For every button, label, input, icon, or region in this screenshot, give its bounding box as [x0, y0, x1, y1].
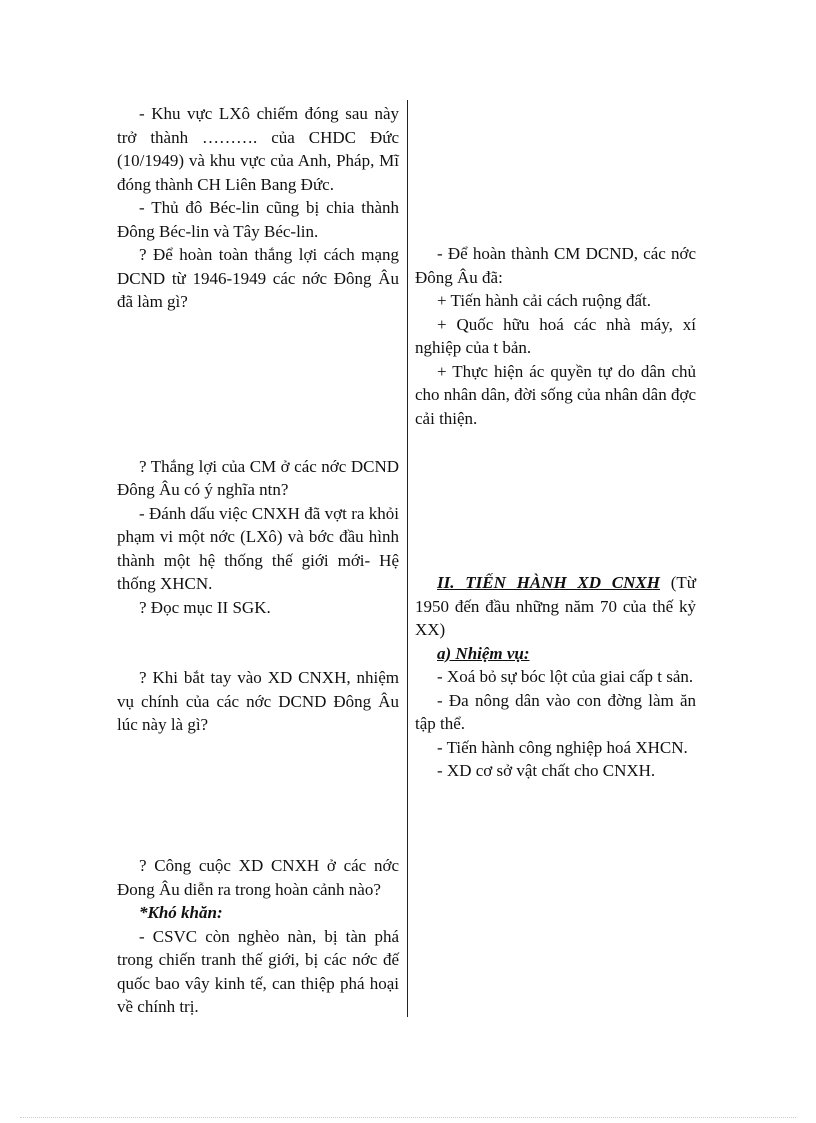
- answer-nationalization: + Quốc hữu hoá các nhà máy, xí nghiệp của t bản.: [415, 314, 696, 357]
- paragraph-significance-answer: - Đánh dấu việc CNXH đã vợt ra khỏi phạm vi một nớc (LXô) và bớc đầu hình thành một hệ thống thế giới mới- Hệ thống XHCN.: [117, 503, 399, 593]
- subsection-tasks: [415, 642, 696, 666]
- task-collectivization: - Đa nông dân vào con đờng làm ăn tập thể.: [415, 690, 696, 733]
- subsection-tasks-label: a) Nhiệm vụ:: [437, 643, 530, 663]
- page-bottom-rule: [20, 1117, 796, 1118]
- task-abolish-exploitation: - Xoá bỏ sự bóc lột của giai cấp t sản.: [437, 667, 694, 686]
- left-column: [117, 102, 399, 1019]
- task-industrialization: - Tiến hành công nghiệp hoá XHCN.: [437, 737, 688, 757]
- question-circumstances: ? Công cuộc XD CNXH ở các nớc Đong Âu diễn ra trong hoàn cảnh nào?: [117, 856, 399, 899]
- paragraph-occupation-zone: - Khu vực LXô chiếm đóng sau này trở thành ………. của CHDC Đức (10/1949) và khu vực của Anh, Pháp, Mĩ đóng thành CH Liên Bang Đức.: [117, 104, 399, 194]
- question-significance: ? Thắng lợi của CM ở các nớc DCND Đông Âu có ý nghĩa ntn?: [117, 456, 399, 499]
- answer-land-reform: + Tiến hành cải cách ruộng đất.: [437, 291, 652, 310]
- section-heading-title: II. TIẾN HÀNH XD CNXH: [437, 573, 660, 592]
- section-heading-period: (Từ 1950 đến đầu những năm 70 của thế kỷ XX): [415, 573, 696, 639]
- column-divider: [407, 100, 408, 1017]
- answer-intro: - Để hoàn thành CM DCND, các nớc Đông Âu đã:: [415, 244, 696, 287]
- question-main-tasks: ? Khi bắt tay vào XD CNXH, nhiệm vụ chính của các nớc DCND Đông Âu lúc này là gì?: [117, 668, 399, 734]
- right-column: [415, 242, 696, 783]
- section-heading: [415, 571, 696, 642]
- answer-democratic-rights: + Thực hiện ác quyền tự do dân chủ cho nhân dân, đời sống của nhân dân đợc cải thiện.: [415, 361, 696, 428]
- question-complete-revolution: ? Để hoàn toàn thắng lợi cách mạng DCND từ 1946-1949 các nớc Đông Âu đã làm gì?: [117, 245, 399, 311]
- instruction-read-section: ? Đọc mục II SGK.: [139, 597, 271, 617]
- difficulties-label: *Khó khăn:: [139, 903, 223, 922]
- paragraph-difficulties: - CSVC còn nghèo nàn, bị tàn phá trong chiến tranh thế giới, bị các nớc đế quốc bao vây kinh tế, can thiệp phá hoại về chính trị.: [117, 926, 399, 1016]
- task-material-base: - XD cơ sở vật chất cho CNXH.: [437, 761, 656, 780]
- paragraph-berlin-division: - Thủ đô Béc-lin cũng bị chia thành Đông Béc-lin và Tây Béc-lin.: [117, 198, 399, 241]
